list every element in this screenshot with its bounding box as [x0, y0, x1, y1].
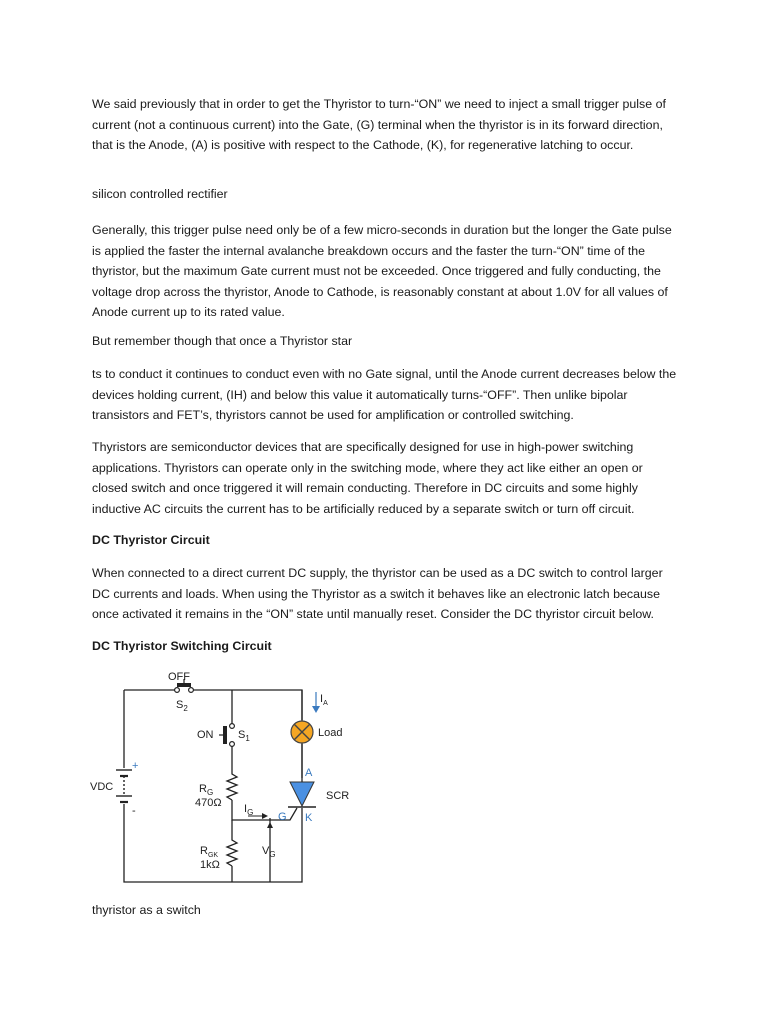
label-scr: SCR — [326, 790, 350, 802]
label-s2: $S_2$ — [176, 699, 188, 713]
resistor-rg-icon — [227, 770, 237, 800]
label-off: OFF — [168, 671, 190, 683]
lamp-load-icon — [291, 721, 313, 743]
label-load: Load — [318, 727, 343, 739]
paragraph-remember: But remember though that once a Thyristor star — [92, 334, 353, 348]
heading-dc-thyristor-circuit: DC Thyristor Circuit — [92, 533, 210, 547]
paragraph-continues-conduct: ts to conduct it continues to conduct even with no Gate signal, until the Anode current decreases below the devices holding current, (IH) and below this value it automatically turns-“OFF”. Then unlike bipolar transistors and FET’s, thyristors cannot be used for amplification or controlled switching. — [92, 367, 677, 422]
resistor-rgk-icon — [227, 836, 237, 866]
dc-thyristor-circuit-diagram — [80, 668, 380, 893]
paragraph-scr-term: silicon controlled rectifier — [92, 187, 228, 201]
label-vg: $V_G$ — [262, 845, 276, 859]
heading-dc-switching-circuit: DC Thyristor Switching Circuit — [92, 639, 272, 653]
label-gate: G — [278, 811, 287, 823]
label-rgk-value: 1kΩ — [200, 859, 220, 871]
label-on: ON — [197, 729, 214, 741]
caption-thyristor-switch: thyristor as a switch — [92, 903, 201, 917]
label-ig: $I_G$ — [244, 803, 254, 817]
label-cathode: K — [305, 812, 313, 824]
label-rg: $R_G$ — [199, 783, 214, 797]
label-plus: + — [132, 760, 139, 772]
label-anode: A — [305, 767, 313, 779]
label-rgk: $R_{GK}$ — [200, 845, 219, 859]
paragraph-pulse-duration: Generally, this trigger pulse need only be of a few micro-seconds in duration but the longer the Gate pulse is applied the faster the internal avalanche breakdown occurs and the faster the turn-“ON” time of the thyristor, but the maximum Gate current must not be exceeded. Once triggered and fully conducting, the voltage drop across the thyristor, Anode to Cathode, is reasonably constant at about 1.0V for all values of Anode current up to its rated value. — [92, 223, 672, 319]
paragraph-thyristor-switching: Thyristors are semiconductor devices that are specifically designed for use in high-power switching applications. Thyristors can operate only in the switching mode, where they act like either an open or closed switch and once triggered it will remain conducting. Therefore in DC circuits and some highly inductive AC circuits the current has to be artificially reduced by a separate switch or turn off circuit. — [92, 440, 643, 516]
current-ia-arrow-icon — [312, 692, 320, 713]
battery-icon — [116, 770, 132, 802]
paragraph-dc-supply: When connected to a direct current DC supply, the thyristor can be used as a DC switch to control larger DC currents and loads. When using the Thyristor as a switch it behaves like an electronic latch because once activated it remains in the “ON” state until manually reset. Consider the DC thyristor circuit below. — [92, 566, 663, 621]
label-ia: $I_A$ — [320, 693, 328, 707]
label-s1: $S_1$ — [238, 729, 250, 743]
scr-thyristor-icon — [288, 778, 316, 807]
label-vdc: VDC — [90, 781, 114, 793]
label-rg-value: 470Ω — [195, 797, 222, 809]
voltage-vg-arrow-icon — [267, 822, 273, 828]
paragraph-trigger-pulse: We said previously that in order to get the Thyristor to turn-“ON” we need to inject a small trigger pulse of current (not a continuous current) into the Gate, (G) terminal when the thyristor is in its forward direction, that is the Anode, (A) is positive with respect to the Cathode, (K), for regenerative latching to occur. — [92, 97, 666, 152]
label-minus: - — [132, 805, 136, 817]
switch-s1-icon — [219, 724, 234, 747]
